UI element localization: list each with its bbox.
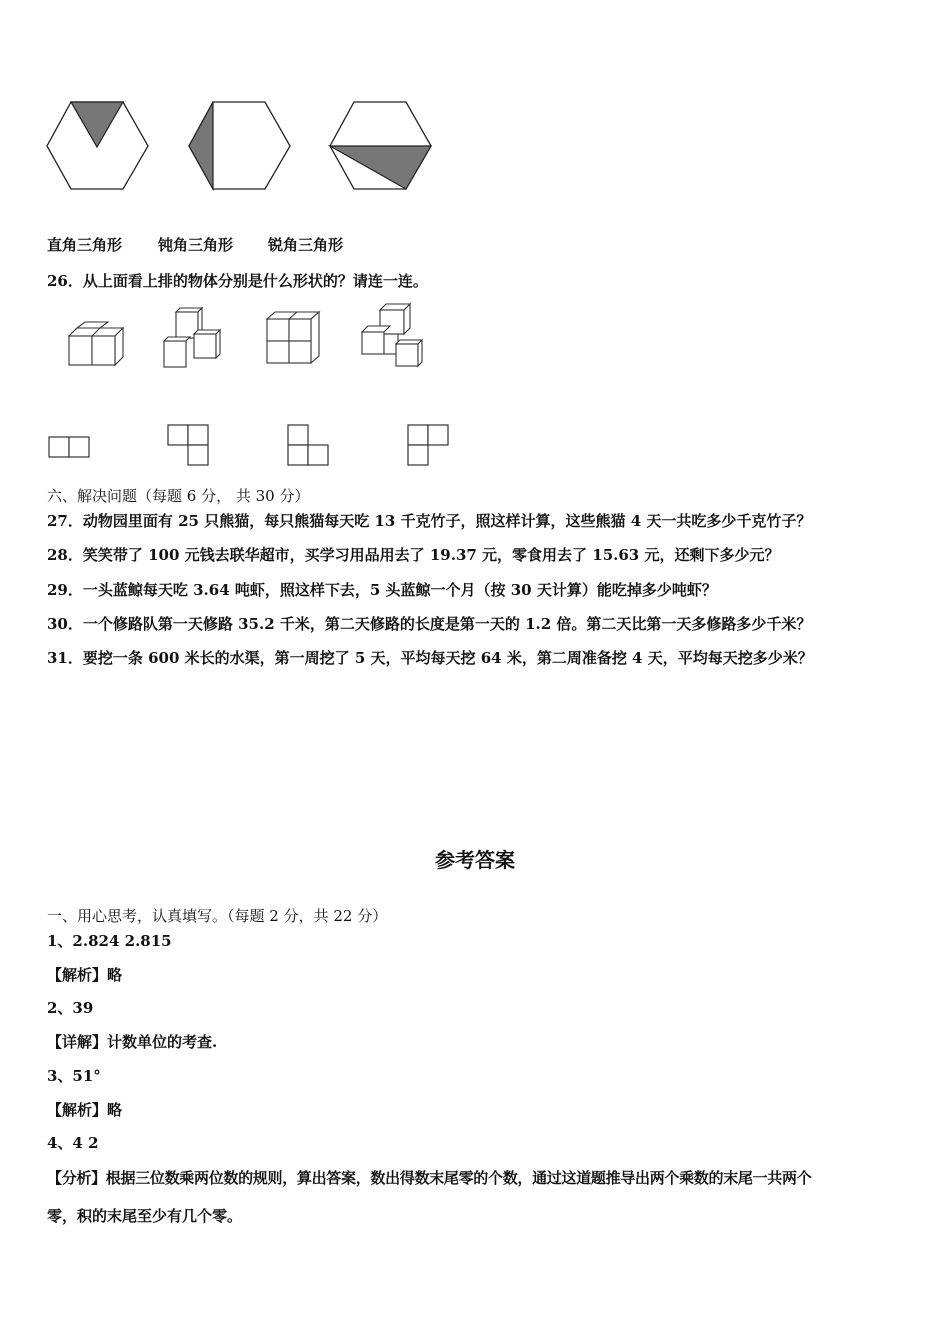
obtuse-triangle-shading [189,102,213,189]
right-triangle-shading [71,102,123,147]
question-26: 26．从上面看上排的物体分别是什么形状的？请连一连。 [47,272,428,290]
question-28: 28．笑笑带了 100 元钱去联华超市，买学习用品用去了 19.37 元，零食用去了 15.63 元，还剩下多少元？ [47,546,780,564]
answers-section-1: 一、用心思考，认真填写。（每题 2 分，共 22 分） [47,907,388,925]
answers-title: 参考答案 [435,848,515,872]
cube-stack-1 [66,322,126,367]
hexagon-figure-1 [45,100,151,192]
cube-stack-4 [358,302,426,368]
triangle-label-right: 直角三角形 [47,236,123,254]
cube-stack-3 [264,311,324,367]
acute-triangle-shading [330,146,431,189]
section-6-heading: 六、解决问题（每题 6 分， 共 30 分） [47,487,310,505]
hexagon-figure-3 [328,100,434,192]
question-27: 27．动物园里面有 25 只熊猫，每只熊猫每天吃 13 千克竹子，照这样计算，这些熊猫 4 天一共吃多少千克竹子？ [47,512,812,530]
answer-3: 3、51° [47,1067,101,1085]
cube-stack-2 [162,308,226,370]
triangle-label-obtuse: 钝角三角形 [158,236,234,254]
answer-4: 4、4 2 [47,1134,99,1152]
note-3: 【解析】略 [47,1101,123,1119]
hexagon-figure-2 [187,100,293,192]
note-4-continuation: 零，积的末尾至少有几个零。 [47,1207,243,1225]
note-2: 【详解】计数单位的考查. [47,1033,218,1051]
question-29: 29．一头蓝鲸每天吃 3.64 吨虾，照这样下去，5 头蓝鲸一个月（按 30 天计算）能吃掉多少吨虾？ [47,581,717,599]
top-view-4 [407,424,451,468]
triangle-label-acute: 锐角三角形 [268,236,344,254]
answer-2: 2、39 [47,999,94,1017]
top-view-3 [287,424,331,468]
question-30: 30．一个修路队第一天修路 35.2 千米，第二天修路的长度是第一天的 1.2 倍。第二天比第一天多修路多少千米？ [47,615,812,633]
top-view-1 [48,436,92,460]
question-31: 31．要挖一条 600 米长的水渠，第一周挖了 5 天，平均每天挖 64 米，第二周准备挖 4 天，平均每天挖多少米？ [47,649,813,667]
top-view-2 [167,424,211,468]
note-4: 【分析】根据三位数乘两位数的规则，算出答案，数出得数末尾零的个数，通过这道题推导出两个乘数的末尾一共两个 [47,1169,812,1187]
answer-1: 1、2.824 2.815 [47,932,172,950]
note-1: 【解析】略 [47,966,123,984]
